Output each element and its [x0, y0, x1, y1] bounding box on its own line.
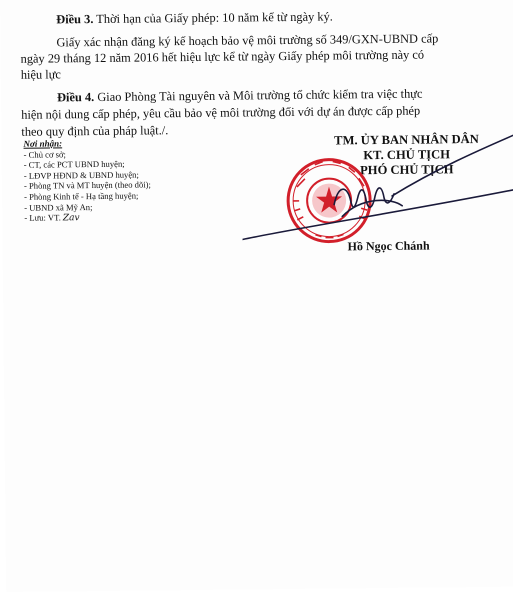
article-3	[56, 9, 333, 29]
handwritten-signature	[241, 125, 513, 258]
paragraph-line: hiện nội dung cấp phép, yêu cầu bảo vệ môi trường đối với dự án được cấp phép	[21, 103, 421, 122]
paragraph-line: ngày 29 tháng 12 năm 2016 hết hiệu lực kể từ ngày Giấy phép môi trường này có	[20, 47, 425, 66]
recipient-item: - Chủ cơ sở;	[23, 148, 66, 160]
recipient-item: - Phòng TN và MT huyện (theo dõi);	[23, 179, 151, 192]
recipients-list	[23, 137, 151, 224]
article-4-text: Giao Phòng Tài nguyên và Môi trường tổ chức kiểm tra việc thực	[97, 86, 423, 104]
signature-line-1: TM. ỦY BAN NHÂN DÂN	[334, 131, 479, 148]
article-4-label: Điều 4.	[56, 90, 95, 105]
recipient-item: - UBND xã Mỹ An;	[24, 201, 93, 213]
signature-line-2: KT. CHỦ TỊCH	[363, 147, 451, 163]
recipient-item: - Lưu: VT. Zav	[24, 212, 80, 224]
paragraph-line: theo quy định của pháp luật./.	[21, 123, 169, 139]
archive-initials: Zav	[62, 213, 80, 224]
recipient-item: - LĐVP HĐND & UBND huyện;	[23, 169, 139, 181]
paragraph-line: Giấy xác nhận đăng ký kế hoạch bảo vệ môi trường số 349/GXN-UBND cấp	[56, 31, 439, 50]
article-3-text: Thời hạn của Giấy phép: 10 năm kể từ ngày ký.	[96, 9, 333, 26]
signature-line-3: PHÓ CHỦ TỊCH	[359, 162, 454, 178]
recipient-item: - Phòng Kinh tế - Hạ tầng huyện;	[24, 190, 139, 202]
signer-name: Hồ Ngọc Chánh	[347, 238, 430, 254]
paragraph-line: hiệu lực	[20, 67, 61, 82]
recipients-title: Nơi nhận:	[23, 138, 63, 149]
article-3-label: Điều 3.	[56, 12, 94, 27]
recipient-item: - CT, các PCT UBND huyện;	[23, 158, 125, 170]
